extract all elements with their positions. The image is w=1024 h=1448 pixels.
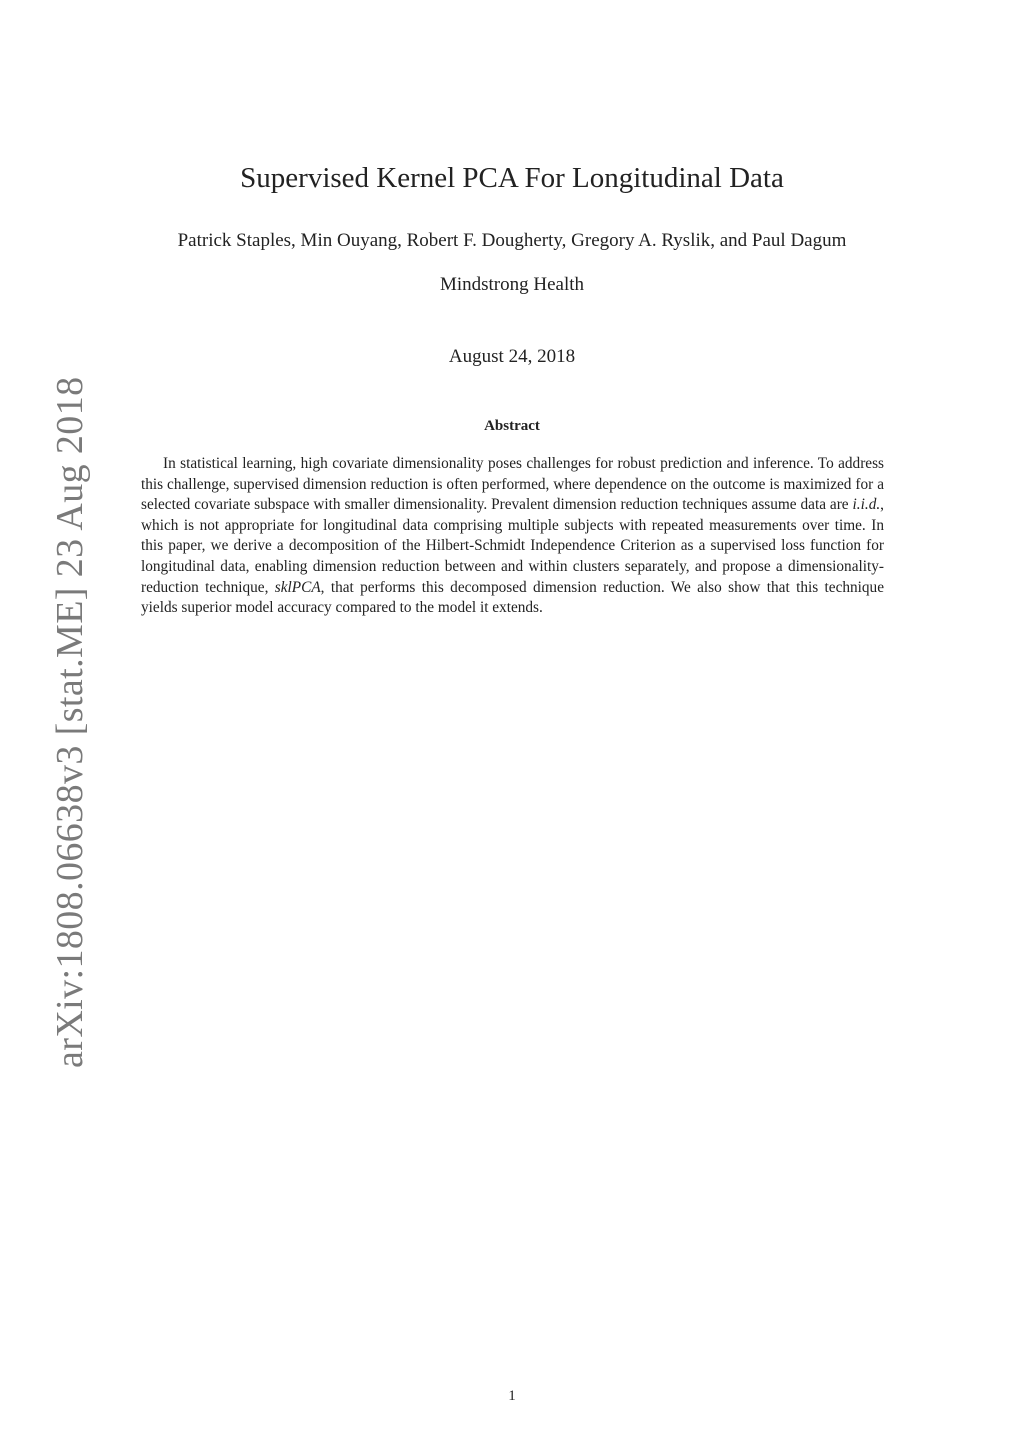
affiliation: Mindstrong Health xyxy=(439,274,585,295)
abstract-text-part-1: In statistical learning, high covariate dimensionality poses challenges for robust prediction and inference. To address this challenge, supervised dimension reduction is often performed, where dependence on the outcome is maximized for a selected covariate subspace with smaller dimensionality. Prevalent dimension reduction techniques assume data are xyxy=(141,455,884,514)
abstract-text-part-2: , which is not appropriate for longitudinal data comprising multiple subjects with repeated measurements over time. In this paper, we derive a decomposition of the Hilbert-Schmidt Independence Criterion as a supervised loss function for longitudinal data, enabling dimension reduction between and within clusters separately, and propose a dimensionality-reduction technique, xyxy=(141,496,884,596)
author-list: Patrick Staples, Min Ouyang, Robert F. Dougherty, Gregory A. Ryslik, and Paul Dagum xyxy=(177,230,847,251)
abstract-iid-term: i.i.d. xyxy=(852,496,881,514)
abstract-method-name: sklPCA xyxy=(274,578,321,596)
abstract-text-part-3: , that performs this decomposed dimension reduction. We also show that this technique yields superior model accuracy compared to the model it extends. xyxy=(141,578,884,617)
publication-date: August 24, 2018 xyxy=(448,346,576,367)
abstract-body xyxy=(141,454,884,619)
page-number: 1 xyxy=(508,1388,516,1404)
paper-title: Supervised Kernel PCA For Longitudinal Data xyxy=(240,162,784,194)
abstract-heading: Abstract xyxy=(484,418,540,434)
arxiv-identifier: arXiv:1808.06638v3 [stat.ME] 23 Aug 2018 xyxy=(49,376,91,1068)
